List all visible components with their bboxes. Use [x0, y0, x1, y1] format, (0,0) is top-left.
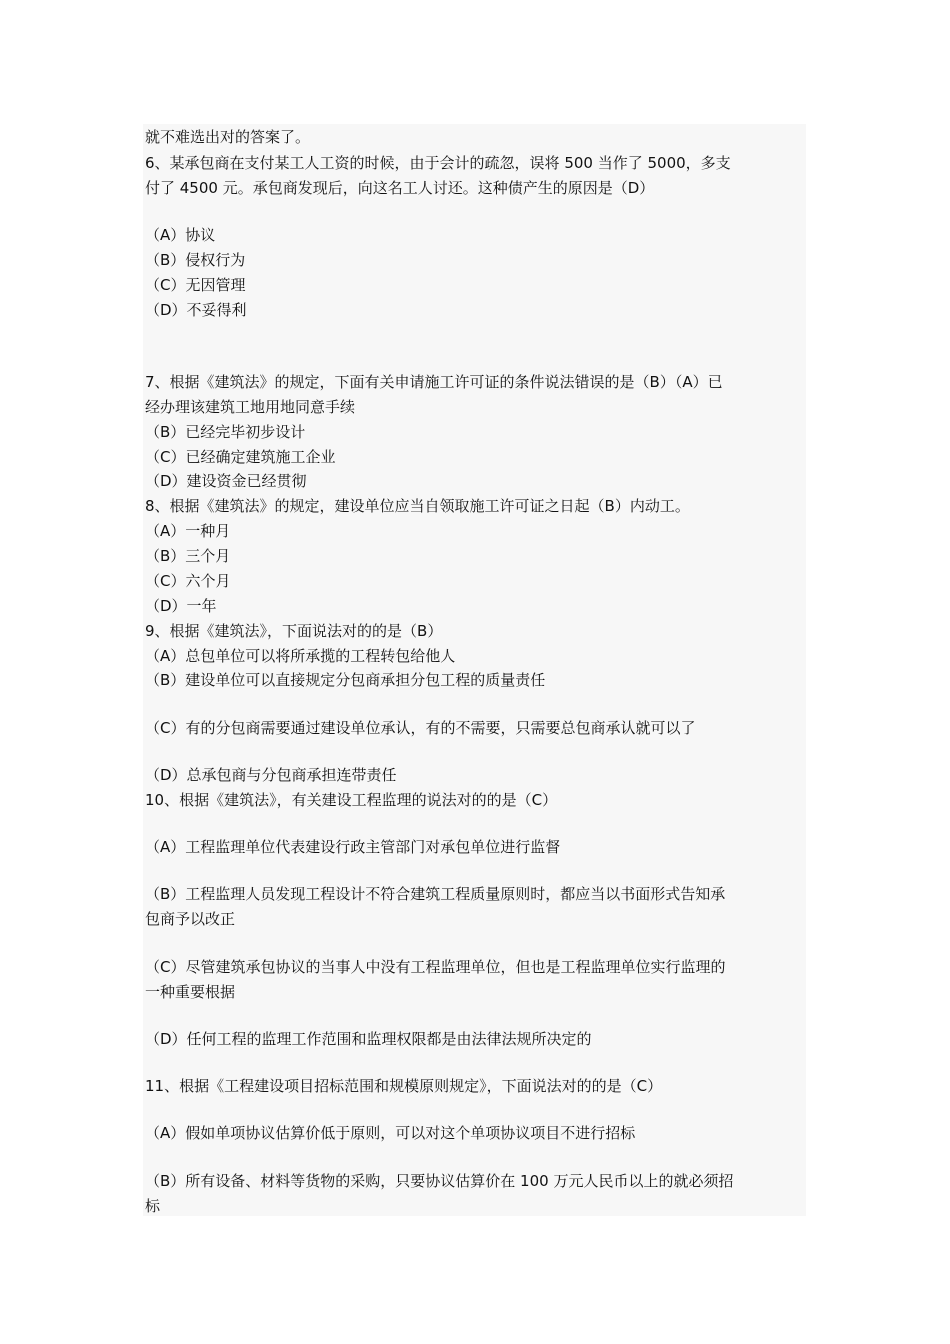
question-8-option-a: （A）一种月 [145, 522, 231, 540]
question-10-stem: 10、根据《建筑法》，有关建设工程监理的说法对的的是（C） [145, 791, 558, 809]
question-11-option-b: （B）所有设备、材料等货物的采购，只要协议估算价在 100 万元人民币以上的就必须招 [145, 1172, 734, 1190]
question-6-stem: 付了 4500 元。承包商发现后，向这名工人讨还。这种债产生的原因是（D） [145, 179, 655, 197]
question-7-option-b: （B）已经完毕初步设计 [145, 423, 306, 441]
question-6-stem: 6、某承包商在支付某工人工资的时候，由于会计的疏忽，误将 500 当作了 5000，多支 [145, 154, 731, 172]
question-7-option-d: （D）建设资金已经贯彻 [145, 472, 307, 490]
question-10-option-c: （C）尽管建筑承包协议的当事人中没有工程监理单位，但也是工程监理单位实行监理的 [145, 958, 726, 976]
question-7-option-a: 经办理该建筑工地用地同意手续 [145, 398, 356, 416]
question-6-option-d: （D）不妥得利 [145, 301, 247, 319]
question-10-option-c: 一种重要根据 [145, 983, 236, 1001]
question-8-stem: 8、根据《建筑法》的规定，建设单位应当自领取施工许可证之日起（B）内动工。 [145, 497, 690, 515]
text-line: 就不难选出对的答案了。 [145, 128, 311, 146]
question-9-option-a: （A）总包单位可以将所承揽的工程转包给他人 [145, 647, 456, 665]
question-8-option-c: （C）六个月 [145, 572, 231, 590]
question-9-option-d: （D）总承包商与分包商承担连带责任 [145, 766, 397, 784]
question-7-stem: 7、根据《建筑法》的规定，下面有关申请施工许可证的条件说法错误的是（B）（A）已 [145, 373, 723, 391]
question-6-option-b: （B）侵权行为 [145, 251, 246, 269]
question-9-option-c: （C）有的分包商需要通过建设单位承认，有的不需要，只需要总包商承认就可以了 [145, 719, 696, 737]
question-10-option-b: （B）工程监理人员发现工程设计不符合建筑工程质量原则时，都应当以书面形式告知承 [145, 885, 726, 903]
question-6-option-c: （C）无因管理 [145, 276, 246, 294]
question-8-option-b: （B）三个月 [145, 547, 231, 565]
question-11-stem: 11、根据《工程建设项目招标范围和规模原则规定》，下面说法对的的是（C） [145, 1077, 663, 1095]
question-11-option-b: 标 [145, 1197, 161, 1215]
question-10-option-b: 包商予以改正 [145, 910, 236, 928]
question-11-option-a: （A）假如单项协议估算价低于原则，可以对这个单项协议项目不进行招标 [145, 1124, 636, 1142]
question-7-option-c: （C）已经确定建筑施工企业 [145, 448, 336, 466]
question-10-option-a: （A）工程监理单位代表建设行政主管部门对承包单位进行监督 [145, 838, 561, 856]
question-6-option-a: （A）协议 [145, 226, 216, 244]
question-9-option-b: （B）建设单位可以直接规定分包商承担分包工程的质量责任 [145, 671, 546, 689]
question-9-stem: 9、根据《建筑法》，下面说法对的的是（B） [145, 622, 443, 640]
question-10-option-d: （D）任何工程的监理工作范围和监理权限都是由法律法规所决定的 [145, 1030, 592, 1048]
question-8-option-d: （D）一年 [145, 597, 217, 615]
